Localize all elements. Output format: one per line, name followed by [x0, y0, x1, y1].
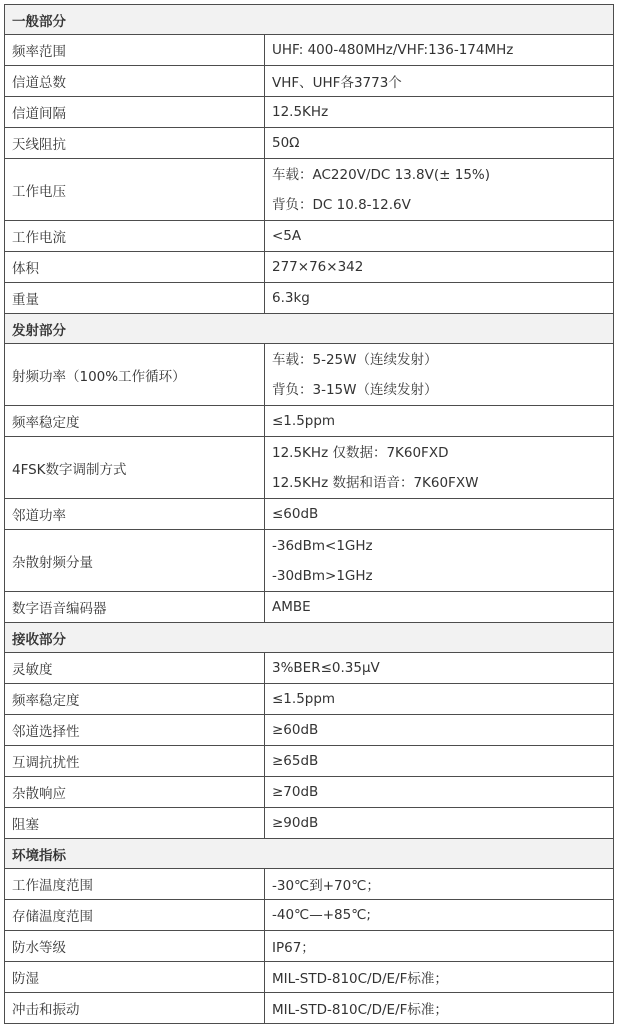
- spec-value: ≥90dB: [272, 815, 319, 831]
- section-title: 一般部分: [5, 5, 614, 35]
- spec-label: 存储温度范围: [5, 900, 265, 931]
- spec-label: 邻道功率: [5, 499, 265, 530]
- table-row: [5, 746, 614, 777]
- spec-value: ≥70dB: [272, 784, 319, 800]
- spec-value-cell: [265, 128, 614, 159]
- spec-value: -40℃—+85℃;: [272, 907, 371, 923]
- spec-value-cell: [265, 746, 614, 777]
- spec-value-cell: [265, 437, 614, 499]
- spec-value-cell: [265, 283, 614, 314]
- spec-value-cell: [265, 66, 614, 97]
- spec-value: -30dBm>1GHz: [272, 567, 373, 584]
- spec-value: 277×76×342: [272, 259, 364, 275]
- table-row: [5, 592, 614, 623]
- spec-label: 4FSK数字调制方式: [5, 437, 265, 499]
- spec-value: 12.5KHz: [272, 104, 329, 120]
- spec-value-cell: [265, 653, 614, 684]
- spec-value-cell: [265, 344, 614, 406]
- table-row: [5, 653, 614, 684]
- spec-label: 工作电压: [5, 159, 265, 221]
- table-row: [5, 684, 614, 715]
- spec-label: 互调抗扰性: [5, 746, 265, 777]
- section-header-row: [5, 314, 614, 344]
- spec-value: AMBE: [272, 599, 311, 615]
- spec-label: 体积: [5, 252, 265, 283]
- spec-label: 重量: [5, 283, 265, 314]
- section-header-row: [5, 839, 614, 869]
- spec-value: ≤1.5ppm: [272, 691, 336, 707]
- spec-value: MIL-STD-810C/D/E/F标准；: [272, 1002, 448, 1018]
- spec-label: 灵敏度: [5, 653, 265, 684]
- spec-value: IP67；: [272, 940, 315, 956]
- spec-label: 频率范围: [5, 35, 265, 66]
- table-row: [5, 344, 614, 406]
- table-row: [5, 931, 614, 962]
- section-header-row: [5, 623, 614, 653]
- spec-label: 频率稳定度: [5, 406, 265, 437]
- spec-value: ≥65dB: [272, 753, 319, 769]
- table-row: [5, 499, 614, 530]
- spec-value: MIL-STD-810C/D/E/F标准；: [272, 971, 448, 987]
- spec-label: 频率稳定度: [5, 684, 265, 715]
- spec-label: 信道总数: [5, 66, 265, 97]
- spec-value: 6.3kg: [272, 290, 310, 306]
- spec-value-cell: [265, 499, 614, 530]
- table-row: [5, 530, 614, 592]
- table-row: [5, 900, 614, 931]
- spec-value: -30℃到+70℃；: [272, 878, 380, 894]
- spec-value-cell: [265, 900, 614, 931]
- spec-table-body: [5, 5, 614, 1024]
- spec-value-cell: [265, 35, 614, 66]
- spec-label: 阻塞: [5, 808, 265, 839]
- spec-label: 防湿: [5, 962, 265, 993]
- spec-value: ≤1.5ppm: [272, 413, 336, 429]
- spec-value-cell: [265, 715, 614, 746]
- spec-value-cell: [265, 808, 614, 839]
- section-title: 环境指标: [5, 839, 614, 869]
- spec-value: 车载：AC220V/DC 13.8V(± 15%): [272, 166, 491, 183]
- spec-label: 工作温度范围: [5, 869, 265, 900]
- spec-value-cell: [265, 97, 614, 128]
- spec-label: 冲击和振动: [5, 993, 265, 1024]
- spec-value: 12.5KHz 数据和语音：7K60FXW: [272, 474, 479, 491]
- spec-value-cell: [265, 962, 614, 993]
- section-title: 接收部分: [5, 623, 614, 653]
- table-row: [5, 283, 614, 314]
- table-row: [5, 66, 614, 97]
- table-row: [5, 437, 614, 499]
- spec-value-cell: [265, 406, 614, 437]
- spec-table: [4, 4, 614, 1024]
- spec-label: 邻道选择性: [5, 715, 265, 746]
- table-row: [5, 406, 614, 437]
- spec-label: 杂散响应: [5, 777, 265, 808]
- spec-value-cell: [265, 684, 614, 715]
- table-row: [5, 252, 614, 283]
- table-row: [5, 993, 614, 1024]
- spec-value: 50Ω: [272, 135, 300, 151]
- table-row: [5, 221, 614, 252]
- table-row: [5, 869, 614, 900]
- spec-value: 3%BER≤0.35μV: [272, 660, 380, 676]
- table-row: [5, 159, 614, 221]
- spec-value: 背负：DC 10.8-12.6V: [272, 196, 411, 213]
- spec-value-cell: [265, 869, 614, 900]
- table-row: [5, 715, 614, 746]
- spec-label: 杂散射频分量: [5, 530, 265, 592]
- spec-value: UHF: 400-480MHz/VHF:136-174MHz: [272, 42, 514, 58]
- spec-value: 背负：3-15W（连续发射）: [272, 381, 438, 398]
- spec-value-cell: [265, 777, 614, 808]
- spec-value: -36dBm<1GHz: [272, 537, 373, 554]
- spec-label: 射频功率（100%工作循环）: [5, 344, 265, 406]
- spec-value-cell: [265, 159, 614, 221]
- spec-value-cell: [265, 252, 614, 283]
- table-row: [5, 128, 614, 159]
- spec-value-cell: [265, 592, 614, 623]
- spec-label: 信道间隔: [5, 97, 265, 128]
- spec-label: 工作电流: [5, 221, 265, 252]
- spec-value-cell: [265, 221, 614, 252]
- spec-value: VHF、UHF各3773个: [272, 75, 402, 91]
- spec-value: 车载：5-25W（连续发射）: [272, 351, 438, 368]
- spec-value-cell: [265, 530, 614, 592]
- spec-label: 天线阻抗: [5, 128, 265, 159]
- table-row: [5, 962, 614, 993]
- table-row: [5, 777, 614, 808]
- spec-value: ≥60dB: [272, 722, 319, 738]
- spec-value: 12.5KHz 仅数据：7K60FXD: [272, 444, 449, 461]
- spec-value: ≤60dB: [272, 506, 319, 522]
- spec-label: 防水等级: [5, 931, 265, 962]
- spec-value: <5A: [272, 228, 302, 244]
- spec-label: 数字语音编码器: [5, 592, 265, 623]
- section-header-row: [5, 5, 614, 35]
- table-row: [5, 808, 614, 839]
- table-row: [5, 97, 614, 128]
- spec-value-cell: [265, 993, 614, 1024]
- section-title: 发射部分: [5, 314, 614, 344]
- table-row: [5, 35, 614, 66]
- spec-value-cell: [265, 931, 614, 962]
